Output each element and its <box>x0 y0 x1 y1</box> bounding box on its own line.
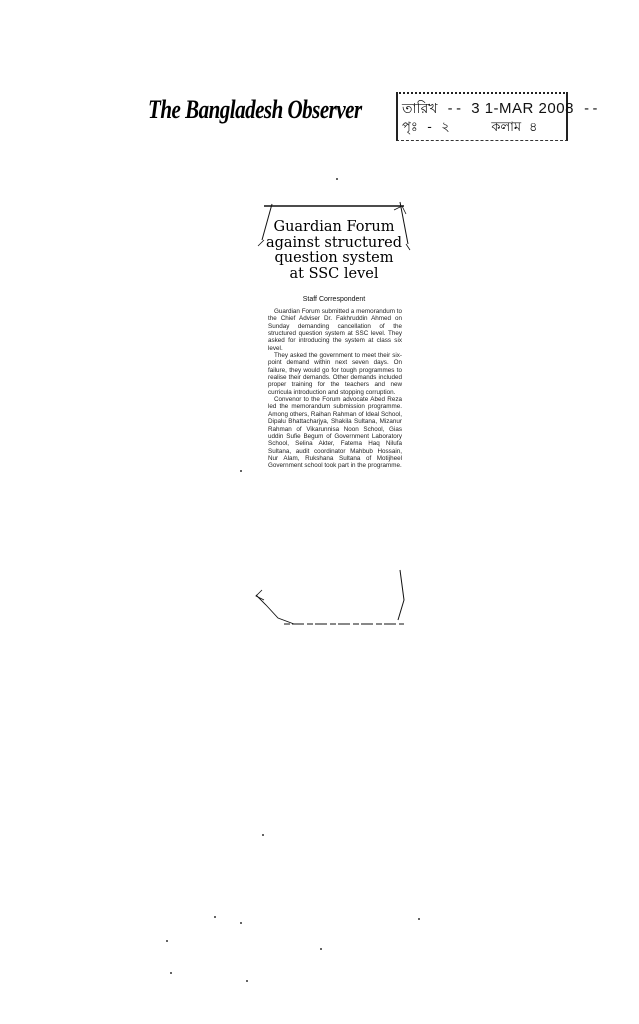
scan-speck <box>418 918 420 920</box>
stamp-date-prefix: তারিখ <box>402 101 438 117</box>
headline-line: question system <box>274 250 394 266</box>
article-byline: Staff Correspondent <box>302 296 366 303</box>
stamp-column: কলাম ৪ <box>491 120 538 135</box>
newspaper-masthead: The Bangladesh Observer <box>148 94 362 124</box>
scan-speck <box>320 948 322 950</box>
scan-speck <box>170 972 172 974</box>
article-headline <box>262 220 406 282</box>
scan-speck <box>246 980 248 982</box>
article-paragraph: Guardian Forum submitted a memorandum to the Chief Adviser Dr. Fakhruddin Ahmed on Sunday demanding cancellation of the structured question system at SSC level. They asked for introducing the system at class six level. <box>268 308 402 352</box>
stamp-date-row: তারিখ -- 3 1-MAR 2008 -- <box>402 100 600 117</box>
article-body <box>268 308 402 470</box>
headline-line: Guardian Forum <box>273 219 395 235</box>
headline-line: at SSC level <box>289 265 379 282</box>
stamp-date: 3 1-MAR 2008 <box>471 100 574 117</box>
stamp-page: পৃঃ - ২ <box>402 120 450 135</box>
date-stamp <box>396 92 600 141</box>
article-paragraph: Convenor to the Forum advocate Abed Reza led the memorandum submission programme. Among others, Raihan Rahman of Ideal School, Dipalu Bhattacharjya, Shakila Sultana, Mizanur Rahman of Vikarunnisa Noon School, Gias uddin Sufie Begum of Government Laboratory School, Selina Akter, Fatema Haq Nilufa Sultana, audit coordinator Mahbub Hossain, Nur Alam, Rukshana Sultana of Motijheel Government school took part in the programme. <box>268 396 402 470</box>
headline-line: against structured <box>265 234 403 251</box>
article-paragraph: They asked the government to meet their six-point demand within next seven days. On failure, they would go for tough programmes to realise their demands. Other demands included proper training for the teachers and new curricula introduction and stopping corruption. <box>268 352 402 396</box>
scan-speck <box>336 178 338 180</box>
scan-speck <box>262 834 264 836</box>
scan-speck <box>214 916 216 918</box>
scan-speck <box>240 470 242 472</box>
newspaper-clipping <box>262 206 406 626</box>
scan-speck <box>166 940 168 942</box>
stamp-page-row <box>402 118 537 139</box>
scan-speck <box>240 922 242 924</box>
